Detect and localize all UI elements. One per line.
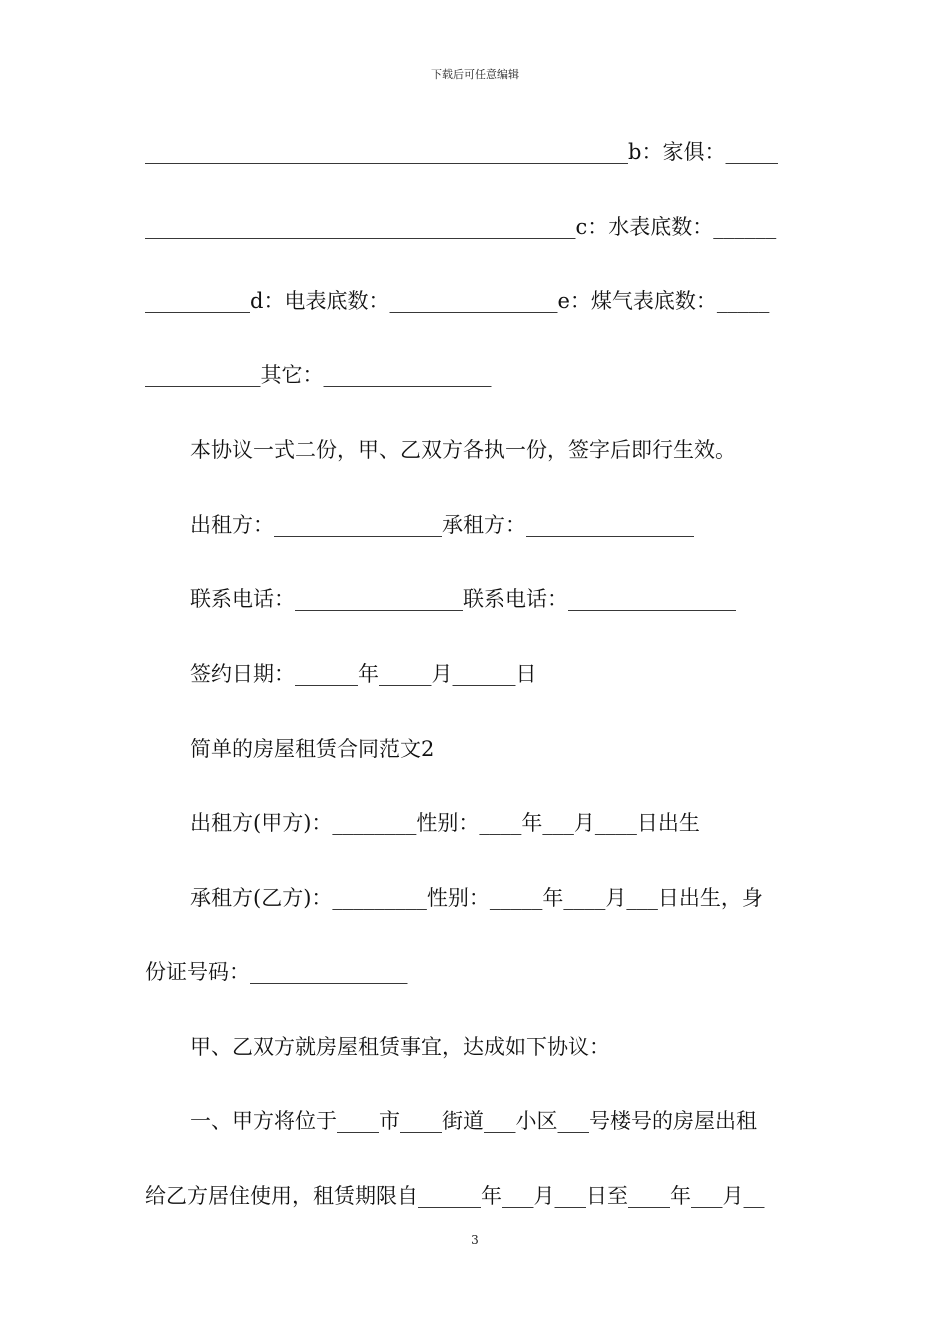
body-line-9: 简单的房屋租赁合同范文2 — [190, 737, 435, 761]
body-line-14: 一、甲方将位于____市____街道___小区___号楼号的房屋出租 — [190, 1109, 757, 1133]
page-number: 3 — [471, 1233, 479, 1247]
body-line-1: ______________________________________________b：家俱：_____ — [145, 140, 778, 164]
body-line-11: 承租方(乙方)：_________性别：_____年____月___日出生，身 — [190, 886, 763, 910]
body-line-7: 联系电话：________________联系电话：________________ — [190, 587, 736, 611]
body-line-15: 给乙方居住使用，租赁期限自______年___月___日至____年___月__ — [145, 1184, 765, 1208]
body-line-4: ___________其它：________________ — [145, 363, 492, 387]
body-line-5: 本协议一式二份，甲、乙双方各执一份，签字后即行生效。 — [190, 438, 736, 462]
body-line-6: 出租方：________________承租方：________________ — [190, 513, 694, 537]
body-line-2: _________________________________________c：水表底数：______ — [145, 215, 777, 239]
body-line-8: 签约日期：______年_____月______日 — [190, 662, 537, 686]
body-line-10: 出租方(甲方)：________性别：____年___月____日出生 — [190, 811, 700, 835]
body-line-13: 甲、乙双方就房屋租赁事宜，达成如下协议： — [190, 1035, 610, 1059]
body-line-12: 份证号码：_______________ — [145, 960, 408, 984]
body-line-3: __________d：电表底数：________________e：煤气表底数：_____ — [145, 289, 770, 313]
page-header: 下载后可任意编辑 — [431, 68, 519, 81]
